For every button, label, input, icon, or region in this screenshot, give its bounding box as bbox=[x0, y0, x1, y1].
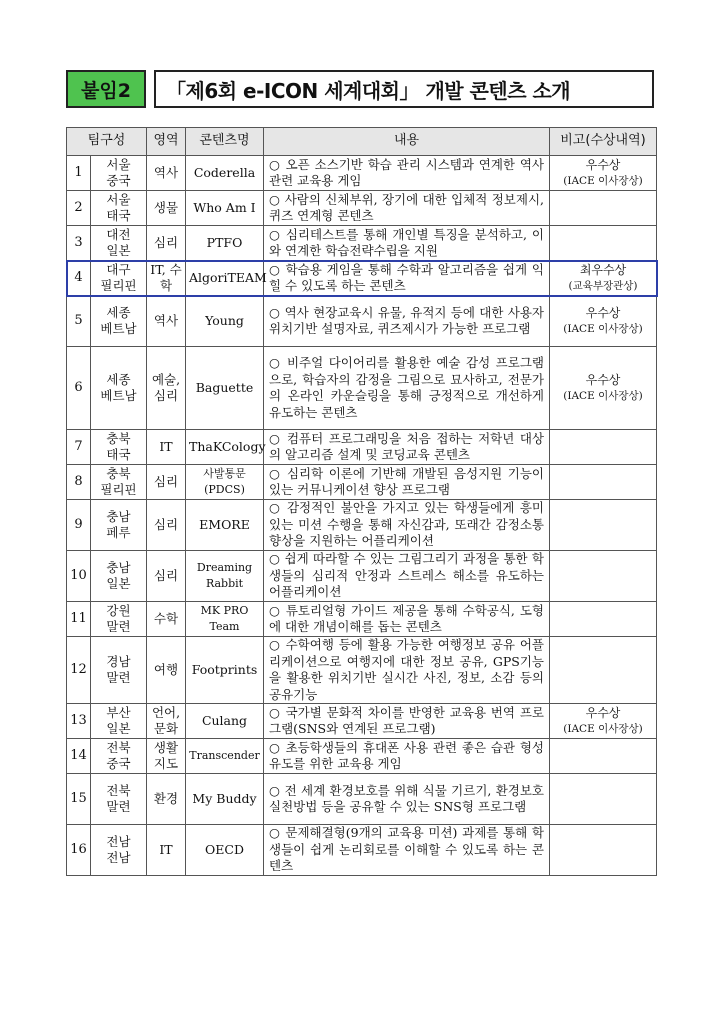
header-content-name: 콘텐츠명 bbox=[186, 128, 264, 156]
content-description: ○ 수학여행 등에 활용 가능한 여행정보 공유 어플리케이션으로 여행지에 대한 정보 공유, GPS기능을 활용한 위치기반 실시간 사진, 정보, 소감 등의 공유기능 bbox=[264, 637, 550, 704]
team-region: 세종 bbox=[106, 371, 131, 387]
team-country: 중국 bbox=[106, 173, 131, 188]
team-cell bbox=[91, 465, 147, 500]
team-cell bbox=[91, 774, 147, 825]
team-country: 태국 bbox=[106, 447, 131, 462]
team-cell bbox=[91, 739, 147, 774]
document-header bbox=[66, 70, 654, 108]
team-region: 충북 bbox=[106, 430, 131, 446]
team-region: 부산 bbox=[106, 704, 131, 720]
award-cell bbox=[550, 430, 657, 465]
award-name: 우수상 bbox=[585, 705, 621, 720]
team-region: 충남 bbox=[106, 508, 131, 524]
team-country: 필리핀 bbox=[100, 482, 137, 497]
row-number: 5 bbox=[67, 296, 91, 347]
award-cell bbox=[550, 551, 657, 602]
award-name: 우수상 bbox=[585, 157, 621, 172]
content-name-cell: Baguette bbox=[186, 347, 264, 430]
attachment-badge: 붙임2 bbox=[66, 70, 146, 108]
team-country: 말련 bbox=[106, 670, 131, 685]
content-name-cell: 사발통문 (PDCS) bbox=[186, 465, 264, 500]
team-region: 충북 bbox=[106, 465, 131, 481]
award-cell bbox=[550, 465, 657, 500]
team-region: 세종 bbox=[106, 304, 131, 320]
team-cell bbox=[91, 704, 147, 739]
content-name-cell: Transcender bbox=[186, 739, 264, 774]
area-cell: 심리 bbox=[147, 465, 186, 500]
table-row bbox=[67, 191, 657, 226]
team-cell bbox=[91, 261, 147, 296]
row-number: 4 bbox=[67, 261, 91, 296]
team-region: 강원 bbox=[106, 602, 131, 618]
table-row bbox=[67, 637, 657, 704]
team-region: 충남 bbox=[106, 559, 131, 575]
area-cell: 언어, 문화 bbox=[147, 704, 186, 739]
area-cell: 환경 bbox=[147, 774, 186, 825]
row-number: 10 bbox=[67, 551, 91, 602]
row-number: 14 bbox=[67, 739, 91, 774]
area-cell: 여행 bbox=[147, 637, 186, 704]
content-description: ○ 사람의 신체부위, 장기에 대한 입체적 정보제시, 퀴즈 연계형 콘텐츠 bbox=[264, 191, 550, 226]
row-number: 9 bbox=[67, 500, 91, 551]
content-description: ○ 오픈 소스기반 학습 관리 시스템과 연계한 역사 관련 교육용 게임 bbox=[264, 156, 550, 191]
row-number: 7 bbox=[67, 430, 91, 465]
table-header-row bbox=[67, 128, 657, 156]
award-cell bbox=[550, 602, 657, 637]
content-description: ○ 튜토리얼형 가이드 제공을 통해 수학공식, 도형에 대한 개념이해를 돕는 콘텐츠 bbox=[264, 602, 550, 637]
area-cell: 수학 bbox=[147, 602, 186, 637]
area-cell: 예술, 심리 bbox=[147, 347, 186, 430]
content-name-cell: Culang bbox=[186, 704, 264, 739]
area-cell: 심리 bbox=[147, 551, 186, 602]
team-country: 일본 bbox=[106, 576, 131, 591]
row-number: 6 bbox=[67, 347, 91, 430]
team-region: 대구 bbox=[106, 261, 131, 277]
team-region: 서울 bbox=[106, 156, 131, 172]
content-name-cell: Young bbox=[186, 296, 264, 347]
area-cell: 역사 bbox=[147, 296, 186, 347]
team-cell bbox=[91, 226, 147, 261]
content-description: ○ 심리학 이론에 기반해 개발된 음성지원 기능이 있는 커뮤니케이션 향상 프로그램 bbox=[264, 465, 550, 500]
table-row bbox=[67, 500, 657, 551]
award-cell bbox=[550, 296, 657, 347]
team-country: 페루 bbox=[106, 525, 131, 540]
area-cell: IT bbox=[147, 430, 186, 465]
header-content: 내용 bbox=[264, 128, 550, 156]
team-country: 말련 bbox=[106, 799, 131, 814]
table-row bbox=[67, 296, 657, 347]
header-team: 팀구성 bbox=[67, 128, 147, 156]
table-row bbox=[67, 156, 657, 191]
content-description: ○ 감정적인 불안을 가지고 있는 학생들에게 흥미있는 미션 수행을 통해 자신감과, 또래간 감정소통향상을 지원하는 어플리케이션 bbox=[264, 500, 550, 551]
area-cell: 생물 bbox=[147, 191, 186, 226]
award-cell bbox=[550, 347, 657, 430]
award-cell bbox=[550, 156, 657, 191]
table-row bbox=[67, 347, 657, 430]
team-cell bbox=[91, 825, 147, 876]
award-detail: (교육부장관상) bbox=[568, 280, 638, 292]
award-cell bbox=[550, 226, 657, 261]
team-cell bbox=[91, 637, 147, 704]
table-row bbox=[67, 551, 657, 602]
content-description: ○ 비주얼 다이어리를 활용한 예술 감성 프로그램으로, 학습자의 감정을 그림으로 묘사하고, 전문가의 온라인 카운슬링을 통해 긍정적으로 개선하게 유도하는 콘텐츠 bbox=[264, 347, 550, 430]
table-row bbox=[67, 226, 657, 261]
team-cell bbox=[91, 156, 147, 191]
area-cell: 역사 bbox=[147, 156, 186, 191]
award-cell bbox=[550, 739, 657, 774]
row-number: 15 bbox=[67, 774, 91, 825]
team-cell bbox=[91, 551, 147, 602]
award-name: 우수상 bbox=[585, 305, 621, 320]
contents-table bbox=[66, 127, 657, 876]
table-row bbox=[67, 774, 657, 825]
area-cell: 심리 bbox=[147, 226, 186, 261]
row-number: 13 bbox=[67, 704, 91, 739]
team-region: 대전 bbox=[106, 226, 131, 242]
award-cell bbox=[550, 191, 657, 226]
row-number: 8 bbox=[67, 465, 91, 500]
area-cell: IT bbox=[147, 825, 186, 876]
team-country: 태국 bbox=[106, 208, 131, 223]
header-note: 비고(수상내역) bbox=[550, 128, 657, 156]
row-number: 16 bbox=[67, 825, 91, 876]
content-name-cell: Coderella bbox=[186, 156, 264, 191]
content-description: ○ 국가별 문화적 차이를 반영한 교육용 번역 프로그램(SNS와 연계된 프로그램) bbox=[264, 704, 550, 739]
content-description: ○ 쉽게 따라할 수 있는 그림그리기 과정을 통한 학생들의 심리적 안정과 스트레스 해소를 유도하는 어플리케이션 bbox=[264, 551, 550, 602]
content-name-cell: Footprints bbox=[186, 637, 264, 704]
table-row bbox=[67, 739, 657, 774]
team-region: 전남 bbox=[106, 833, 131, 849]
content-name-cell: PTFO bbox=[186, 226, 264, 261]
row-number: 1 bbox=[67, 156, 91, 191]
content-description: ○ 역사 현장교육시 유물, 유적지 등에 대한 사용자 위치기반 설명자료, 퀴즈제시가 가능한 프로그램 bbox=[264, 296, 550, 347]
award-detail: (IACE 이사장상) bbox=[563, 723, 643, 735]
table-row bbox=[67, 465, 657, 500]
area-cell: IT, 수학 bbox=[147, 261, 186, 296]
team-region: 경남 bbox=[106, 653, 131, 669]
content-name-cell: MK PRO Team bbox=[186, 602, 264, 637]
team-region: 서울 bbox=[106, 191, 131, 207]
area-cell: 생활 지도 bbox=[147, 739, 186, 774]
content-name-cell: OECD bbox=[186, 825, 264, 876]
row-number: 12 bbox=[67, 637, 91, 704]
content-description: ○ 학습용 게임을 통해 수학과 알고리즘을 쉽게 익힐 수 있도록 하는 콘텐츠 bbox=[264, 261, 550, 296]
team-cell bbox=[91, 296, 147, 347]
award-cell bbox=[550, 637, 657, 704]
table-row bbox=[67, 261, 657, 296]
team-country: 베트남 bbox=[100, 388, 137, 403]
content-name-cell: Who Am I bbox=[186, 191, 264, 226]
team-country: 일본 bbox=[106, 721, 131, 736]
team-country: 필리핀 bbox=[100, 278, 137, 293]
award-detail: (IACE 이사장상) bbox=[563, 390, 643, 402]
team-country: 말련 bbox=[106, 619, 131, 634]
row-number: 11 bbox=[67, 602, 91, 637]
row-number: 2 bbox=[67, 191, 91, 226]
team-country: 중국 bbox=[106, 756, 131, 771]
content-name-cell: AlgoriTEAM bbox=[186, 261, 264, 296]
team-country: 일본 bbox=[106, 243, 131, 258]
award-name: 최우수상 bbox=[579, 262, 627, 277]
team-country: 전남 bbox=[106, 850, 131, 865]
page-title: 「제6회 e-ICON 세계대회」 개발 콘텐츠 소개 bbox=[154, 70, 654, 108]
team-cell bbox=[91, 347, 147, 430]
content-description: ○ 초등학생들의 휴대폰 사용 관련 좋은 습관 형성 유도를 위한 교육용 게임 bbox=[264, 739, 550, 774]
team-cell bbox=[91, 191, 147, 226]
award-cell bbox=[550, 774, 657, 825]
content-description: ○ 컴퓨터 프로그래밍을 처음 접하는 저학년 대상의 알고리즘 설계 및 코딩교육 콘텐츠 bbox=[264, 430, 550, 465]
team-region: 전북 bbox=[106, 739, 131, 755]
header-area: 영역 bbox=[147, 128, 186, 156]
area-cell: 심리 bbox=[147, 500, 186, 551]
table-body bbox=[67, 156, 657, 876]
content-description: ○ 전 세계 환경보호를 위해 식물 기르기, 환경보호 실천방법 등을 공유할 수 있는 SNS형 프로그램 bbox=[264, 774, 550, 825]
row-number: 3 bbox=[67, 226, 91, 261]
content-name-cell: My Buddy bbox=[186, 774, 264, 825]
content-name-cell: Dreaming Rabbit bbox=[186, 551, 264, 602]
award-name: 우수상 bbox=[585, 372, 621, 387]
table-row bbox=[67, 430, 657, 465]
award-cell bbox=[550, 500, 657, 551]
content-description: ○ 문제해결형(9개의 교육용 미션) 과제를 통해 학생들이 쉽게 논리회로를 이해할 수 있도록 하는 콘텐츠 bbox=[264, 825, 550, 876]
award-detail: (IACE 이사장상) bbox=[563, 175, 643, 187]
table-row bbox=[67, 704, 657, 739]
team-cell bbox=[91, 602, 147, 637]
content-description: ○ 심리테스트를 통해 개인별 특징을 분석하고, 이와 연계한 학습전략수립을 지원 bbox=[264, 226, 550, 261]
award-detail: (IACE 이사장상) bbox=[563, 323, 643, 335]
award-cell bbox=[550, 825, 657, 876]
team-cell bbox=[91, 500, 147, 551]
award-cell bbox=[550, 704, 657, 739]
team-country: 베트남 bbox=[100, 321, 137, 336]
team-region: 전북 bbox=[106, 782, 131, 798]
content-name-cell: ThaKCology bbox=[186, 430, 264, 465]
award-cell bbox=[550, 261, 657, 296]
team-cell bbox=[91, 430, 147, 465]
table-row bbox=[67, 602, 657, 637]
content-name-cell: EMORE bbox=[186, 500, 264, 551]
table-row bbox=[67, 825, 657, 876]
